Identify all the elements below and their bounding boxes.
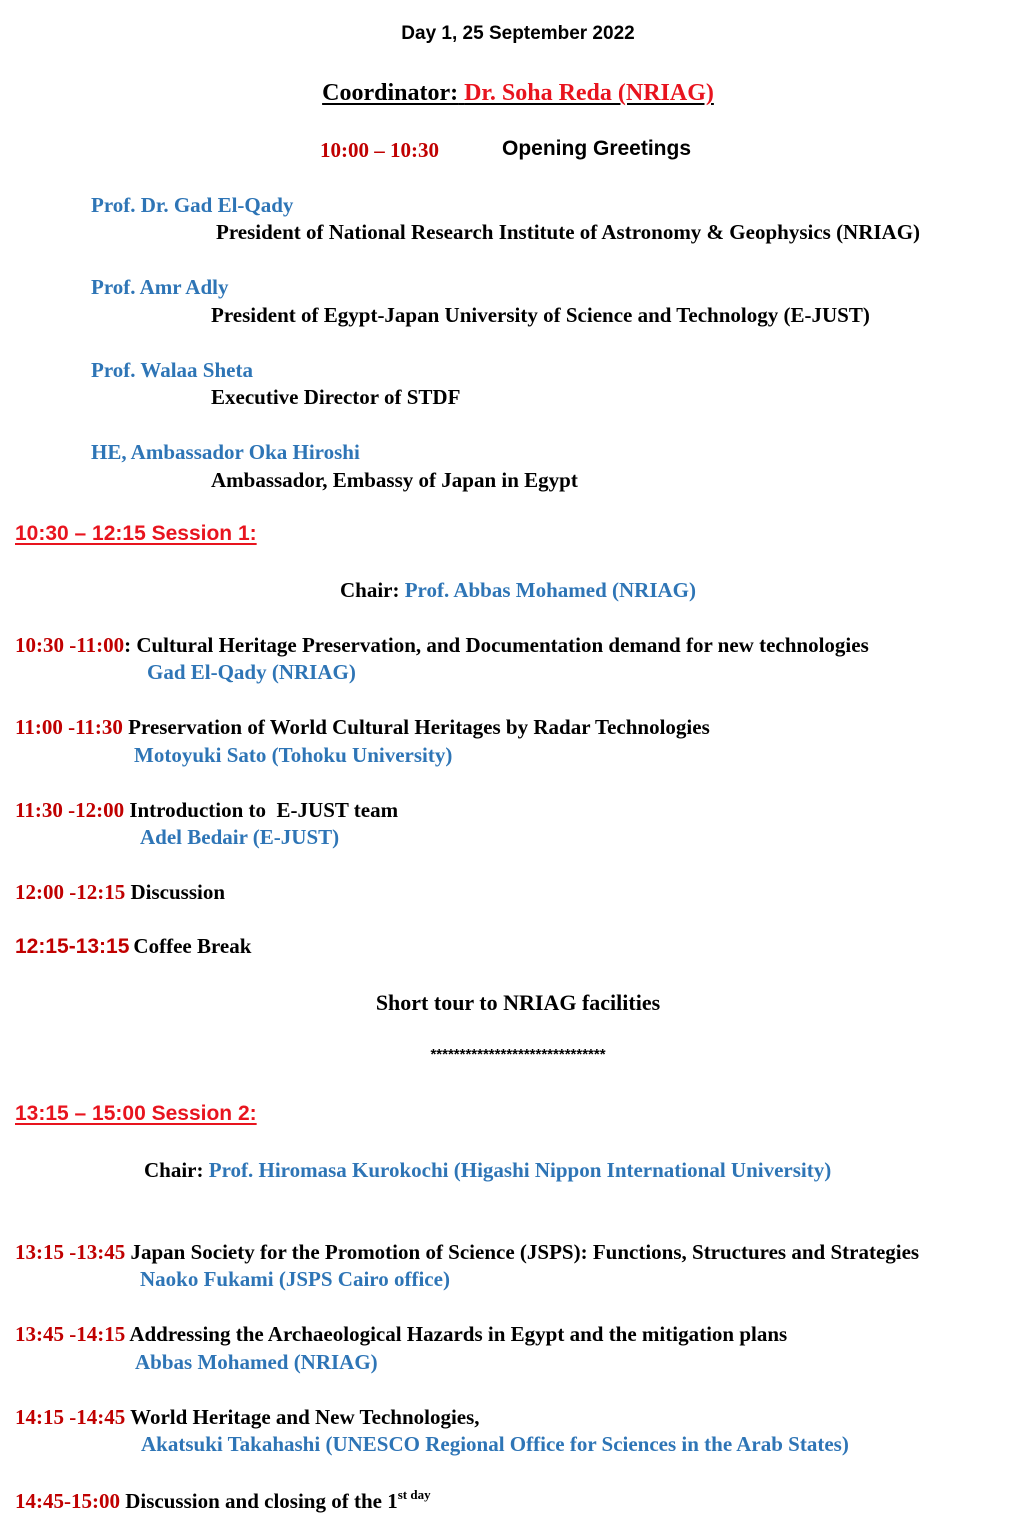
talk-title-line [15,1405,480,1430]
chair-label: Chair: [144,1158,204,1182]
chair-name: Prof. Abbas Mohamed (NRIAG) [404,578,697,602]
closing-line [15,1487,431,1514]
coordinator-name: Dr. Soha Reda (NRIAG) [464,80,714,106]
talk-title-line [15,1322,787,1347]
opening-speaker-name: Prof. Walaa Sheta [91,358,253,382]
talk-time: 11:30 -12:00 [15,798,125,822]
opening-title: Opening Greetings [502,137,692,160]
closing-title: Discussion and closing of the 1 [125,1489,398,1513]
talk-title-line [15,633,869,658]
talk-title: Cultural Heritage Preservation, and Documentation demand for new technologies [136,633,869,657]
opening-speaker-role: Executive Director of STDF [211,385,461,409]
talk-title: Addressing the Archaeological Hazards in Egypt and the mitigation plans [129,1322,788,1346]
opening-speaker-role: President of Egypt-Japan University of Science and Technology (E-JUST) [211,303,870,327]
talk-time: 11:00 -11:30 [15,715,123,739]
talk-speaker: Naoko Fukami (JSPS Cairo office) [140,1267,450,1291]
break-title: Coffee Break [133,934,252,958]
opening-speaker-name: Prof. Dr. Gad El-Qady [91,193,294,217]
session1-chair [0,578,1036,603]
talk-title-line [15,798,398,823]
chair-name: Prof. Hiromasa Kurokochi (Higashi Nippon International University) [208,1158,832,1182]
opening-speaker-name: Prof. Amr Adly [91,275,229,299]
coordinator-line [0,80,1036,107]
closing-superscript: st day [397,1487,431,1502]
talk-speaker: Gad El-Qady (NRIAG) [147,660,356,684]
talk-title-line [15,880,225,905]
opening-speaker-name: HE, Ambassador Oka Hiroshi [91,440,360,464]
talk-title: Discussion [130,880,226,904]
talk-time: 12:00 -12:15 [15,880,126,904]
talk-title-line [15,715,710,740]
talk-title: World Heritage and New Technologies, [130,1405,480,1429]
talk-title: Japan Society for the Promotion of Science (JSPS): Functions, Structures and Strategies [130,1240,920,1264]
talk-speaker: Adel Bedair (E-JUST) [140,825,340,849]
break-time: 12:15-13:15 [15,935,130,958]
coordinator-label: Coordinator: [322,80,459,106]
chair-label: Chair: [339,578,400,602]
talk-title: Introduction to E-JUST team [129,798,399,822]
session1-heading: 10:30 – 12:15 Session 1: [15,522,257,545]
talk-title: Preservation of World Cultural Heritages by Radar Technologies [128,715,710,739]
closing-time: 14:45-15:00 [15,1489,120,1513]
talk-speaker: Abbas Mohamed (NRIAG) [135,1350,378,1374]
session2-heading: 13:15 – 15:00 Session 2: [15,1102,257,1125]
talk-time: 10:30 -11:00 [15,633,125,657]
divider-stars: ****************************** [430,1046,606,1063]
opening-speaker-role: President of National Research Institute of Astronomy & Geophysics (NRIAG) [216,220,921,244]
talk-speaker: Akatsuki Takahashi (UNESCO Regional Office for Sciences in the Arab States) [141,1432,849,1456]
tour-text: Short tour to NRIAG facilities [375,990,661,1015]
talk-separator: : [124,633,132,657]
talk-time: 13:45 -14:15 [15,1322,126,1346]
day-heading: Day 1, 25 September 2022 [401,23,635,44]
talk-time: 13:15 -13:45 [15,1240,126,1264]
talk-time: 14:15 -14:45 [15,1405,126,1429]
break-line [15,934,251,959]
opening-speaker-role: Ambassador, Embassy of Japan in Egypt [211,468,578,492]
talk-title-line [15,1240,919,1265]
session2-chair [144,1158,831,1183]
opening-time: 10:00 – 10:30 [320,138,439,162]
talk-speaker: Motoyuki Sato (Tohoku University) [134,743,453,767]
